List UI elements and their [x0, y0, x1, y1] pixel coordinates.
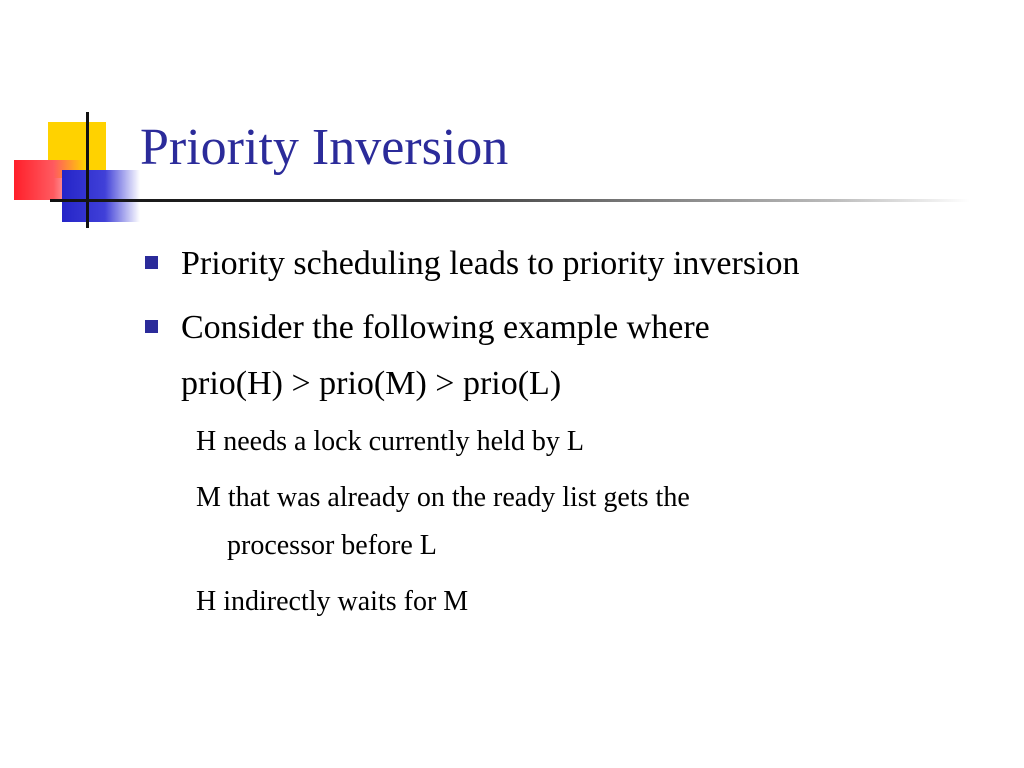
bullet-item: [145, 236, 995, 292]
bullet-text-line-1: Consider the following example where: [181, 309, 710, 346]
sub-bullet-item: [145, 578, 995, 626]
sub-bullet-item: [145, 418, 995, 466]
vertical-rule: [86, 112, 89, 228]
slide-title: Priority Inversion: [140, 119, 509, 176]
square-bullet-icon: [145, 256, 158, 269]
slide-body: [145, 236, 995, 634]
title-underline: [50, 199, 970, 202]
bullet-item: [145, 300, 995, 412]
bullet-text: Priority scheduling leads to priority inversion: [181, 245, 800, 282]
bullet-text-line-2: prio(H) > prio(M) > prio(L): [181, 365, 562, 402]
sub-bullet-text: H indirectly waits for M: [196, 586, 469, 617]
sub-bullet-item: [145, 474, 995, 570]
sub-bullet-text-line-1: M that was already on the ready list gets the: [196, 482, 690, 513]
sub-bullet-text-line-2: processor before L: [227, 530, 437, 561]
slide-logo-decoration: [0, 0, 150, 240]
square-bullet-icon: [145, 320, 158, 333]
blue-square-decoration: [62, 170, 140, 222]
sub-bullet-text: H needs a lock currently held by L: [196, 426, 584, 457]
